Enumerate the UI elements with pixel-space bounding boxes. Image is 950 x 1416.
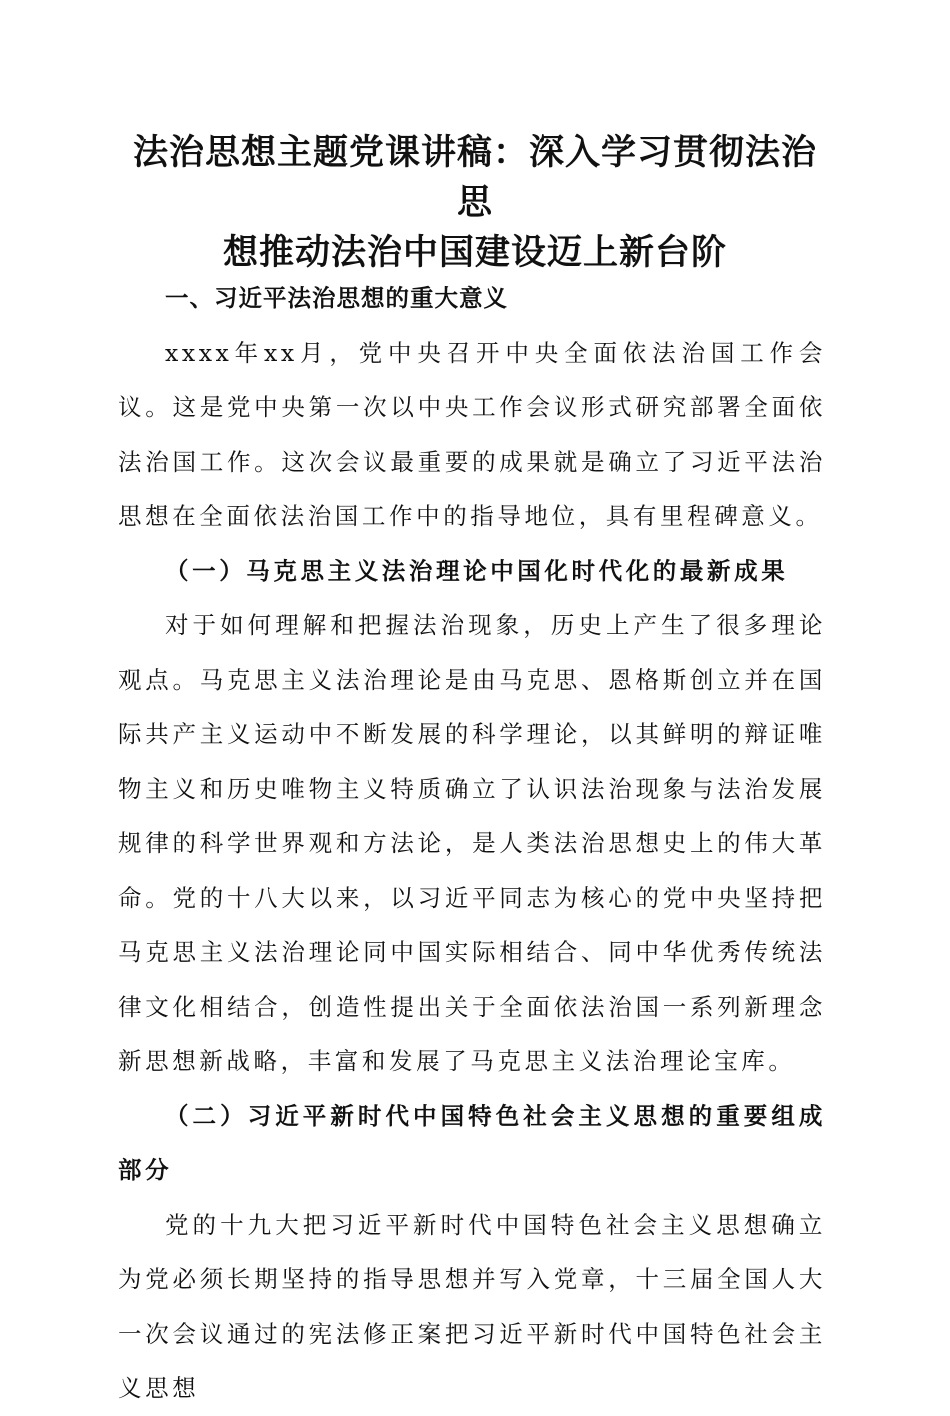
document-body	[118, 271, 826, 1416]
paragraph-2: 对于如何理解和把握法治现象，历史上产生了很多理论观点。马克思主义法治理论是由马克思、恩格斯创立并在国际共产主义运动中不断发展的科学理论，以其鲜明的辩证唯物主义和历史唯物主义特质确立了认识法治现象与法治发展规律的科学世界观和方法论，是人类法治思想史上的伟大革命。党的十八大以来，以习近平同志为核心的党中央坚持把马克思主义法治理论同中国实际相结合、同中华优秀传统法律文化相结合，创造性提出关于全面依法治国一系列新理念新思想新战略，丰富和发展了马克思主义法治理论宝库。	[118, 611, 826, 1075]
title-line-2: 想推动法治中国建设迈上新台阶	[222, 232, 727, 273]
section-heading-1: 一、习近平法治思想的重大意义	[165, 284, 508, 312]
paragraph-3: 党的十九大把习近平新时代中国特色社会主义思想确立为党必须长期坚持的指导思想并写入党章，十三届全国人大一次会议通过的宪法修正案把习近平新时代中国特色社会主义思想	[118, 1210, 826, 1402]
title-line-1: 法治思想主题党课讲稿：深入学习贯彻法治思	[132, 132, 817, 223]
paragraph-1: xxxx年xx月，党中央召开中央全面依法治国工作会议。这是党中央第一次以中央工作会议形式研究部署全面依法治国工作。这次会议最重要的成果就是确立了习近平法治思想在全面依法治国工作中的指导地位，具有里程碑意义。	[118, 338, 826, 530]
subsection-heading-1: （一）马克思主义法治理论中国化时代化的最新成果	[165, 556, 789, 585]
subsection-heading-2: （二）习近平新时代中国特色社会主义思想的重要组成部分	[118, 1101, 826, 1184]
document-title	[118, 128, 832, 278]
